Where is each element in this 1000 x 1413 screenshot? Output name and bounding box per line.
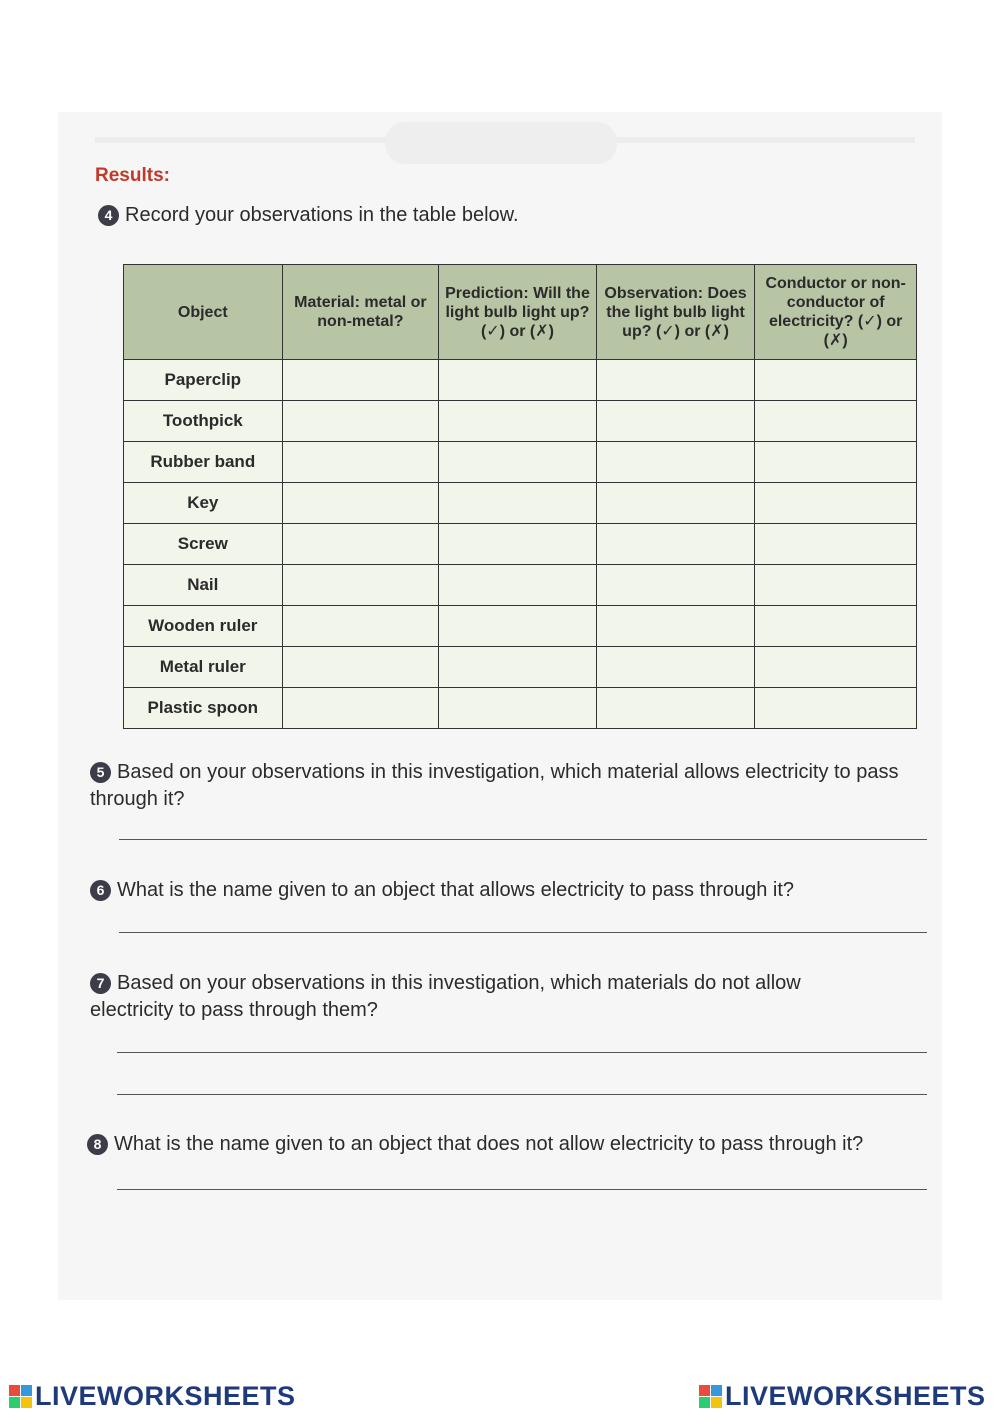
material-cell[interactable] (282, 565, 439, 606)
conductor-cell[interactable] (755, 688, 917, 729)
bleed-through-tab (385, 122, 617, 164)
object-name-cell: Screw (124, 524, 283, 565)
table-row (124, 524, 917, 565)
answer-line-6[interactable] (119, 932, 927, 933)
observations-table (123, 264, 917, 729)
header-conductor: Conductor or non-conductor of electricity? (✓) or (✗) (755, 265, 917, 360)
observation-cell[interactable] (596, 524, 755, 565)
question-7 (90, 970, 880, 1024)
material-cell[interactable] (282, 647, 439, 688)
header-observation: Observation: Does the light bulb light up? (✓) or (✗) (596, 265, 755, 360)
observation-cell[interactable] (596, 442, 755, 483)
instruction-4 (98, 204, 519, 227)
material-cell[interactable] (282, 360, 439, 401)
material-cell[interactable] (282, 688, 439, 729)
material-cell[interactable] (282, 401, 439, 442)
object-name-cell: Key (124, 483, 283, 524)
question-number-badge: 7 (90, 973, 111, 994)
question-text: What is the name given to an object that does not allow electricity to pass through it? (114, 1133, 864, 1155)
table-row (124, 565, 917, 606)
table-row (124, 606, 917, 647)
table-row (124, 360, 917, 401)
header-object: Object (124, 265, 283, 360)
question-6 (90, 877, 920, 904)
question-8 (87, 1131, 937, 1158)
conductor-cell[interactable] (755, 442, 917, 483)
conductor-cell[interactable] (755, 483, 917, 524)
object-name-cell: Wooden ruler (124, 606, 283, 647)
table-row (124, 483, 917, 524)
prediction-cell[interactable] (439, 524, 597, 565)
conductor-cell[interactable] (755, 524, 917, 565)
object-name-cell: Paperclip (124, 360, 283, 401)
question-number-badge: 8 (87, 1134, 108, 1155)
answer-line-7b[interactable] (117, 1094, 927, 1095)
object-name-cell: Plastic spoon (124, 688, 283, 729)
liveworksheets-logo-icon (698, 1384, 722, 1408)
question-text: What is the name given to an object that allows electricity to pass through it? (117, 879, 795, 901)
observation-cell[interactable] (596, 647, 755, 688)
table-row (124, 647, 917, 688)
question-text: Based on your observations in this investigation, which materials do not allow electricity to pass through them? (90, 972, 801, 1021)
footer-logo-right (698, 1381, 986, 1412)
answer-line-8[interactable] (117, 1189, 927, 1190)
observation-cell[interactable] (596, 688, 755, 729)
logo-text: LIVEWORKSHEETS (35, 1381, 296, 1411)
prediction-cell[interactable] (439, 647, 597, 688)
prediction-cell[interactable] (439, 483, 597, 524)
observation-cell[interactable] (596, 606, 755, 647)
prediction-cell[interactable] (439, 565, 597, 606)
header-prediction: Prediction: Will the light bulb light up? (✓) or (✗) (439, 265, 597, 360)
question-number-badge: 5 (90, 762, 111, 783)
conductor-cell[interactable] (755, 565, 917, 606)
question-number-badge: 4 (98, 205, 119, 226)
conductor-cell[interactable] (755, 360, 917, 401)
table-row (124, 442, 917, 483)
instruction-text: Record your observations in the table below. (125, 204, 519, 226)
conductor-cell[interactable] (755, 606, 917, 647)
table-row (124, 688, 917, 729)
observation-cell[interactable] (596, 483, 755, 524)
table-row (124, 401, 917, 442)
object-name-cell: Metal ruler (124, 647, 283, 688)
material-cell[interactable] (282, 606, 439, 647)
observation-cell[interactable] (596, 401, 755, 442)
material-cell[interactable] (282, 524, 439, 565)
results-heading: Results: (95, 165, 170, 186)
answer-line-5[interactable] (119, 839, 927, 840)
answer-line-7a[interactable] (117, 1052, 927, 1053)
conductor-cell[interactable] (755, 647, 917, 688)
prediction-cell[interactable] (439, 688, 597, 729)
object-name-cell: Nail (124, 565, 283, 606)
question-text: Based on your observations in this investigation, which material allows electricity to pass through it? (90, 761, 899, 810)
header-material: Material: metal or non-metal? (282, 265, 439, 360)
prediction-cell[interactable] (439, 360, 597, 401)
question-5 (90, 759, 920, 813)
liveworksheets-logo-icon (8, 1384, 32, 1408)
logo-text: LIVEWORKSHEETS (725, 1381, 986, 1411)
question-number-badge: 6 (90, 880, 111, 901)
object-name-cell: Toothpick (124, 401, 283, 442)
observation-cell[interactable] (596, 565, 755, 606)
material-cell[interactable] (282, 442, 439, 483)
object-name-cell: Rubber band (124, 442, 283, 483)
table-header-row (124, 265, 917, 360)
prediction-cell[interactable] (439, 401, 597, 442)
prediction-cell[interactable] (439, 606, 597, 647)
footer-logo-left (8, 1381, 296, 1412)
conductor-cell[interactable] (755, 401, 917, 442)
material-cell[interactable] (282, 483, 439, 524)
prediction-cell[interactable] (439, 442, 597, 483)
observation-cell[interactable] (596, 360, 755, 401)
